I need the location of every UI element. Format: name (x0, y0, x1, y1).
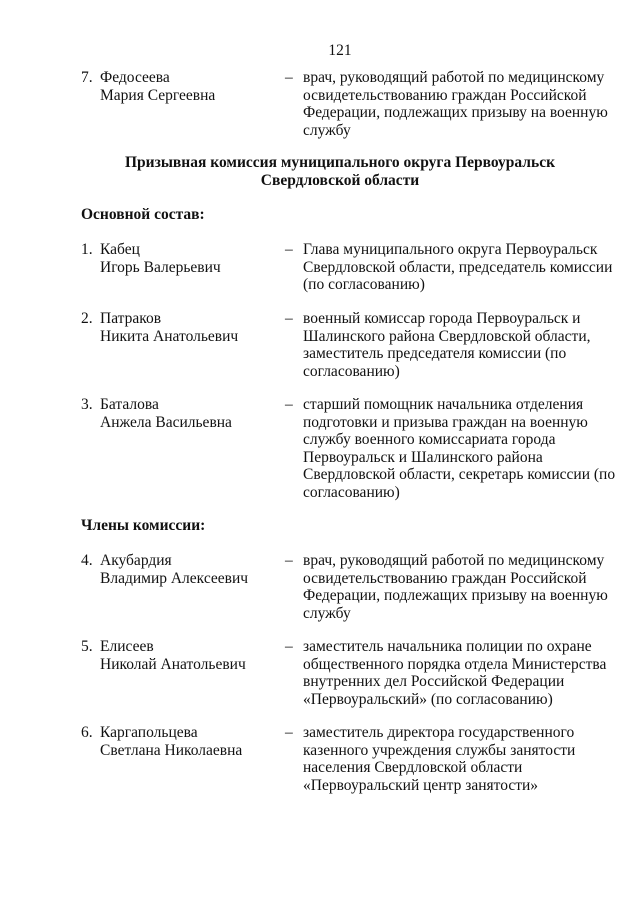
given-names: Анжела Васильевна (100, 413, 232, 431)
surname: Акубардия (100, 552, 172, 569)
entry-number: 7. (81, 69, 93, 86)
person-name (100, 310, 290, 345)
dash: – (285, 638, 293, 655)
dash: – (285, 552, 293, 569)
page-number: 121 (328, 42, 352, 59)
person-name (100, 724, 290, 759)
dash: – (285, 241, 293, 258)
entry-number: 5. (81, 638, 93, 655)
role-description: заместитель директора государственного казенного учреждения службы занятости населения Свердловской области «Первоуральский центр занятости» (303, 724, 576, 794)
role-description: Глава муниципального округа Первоуральск Свердловской области, председатель комиссии (по согласованию) (303, 241, 613, 293)
given-names: Игорь Валерьевич (100, 258, 221, 276)
entry-number: 2. (81, 310, 93, 327)
role-description: врач, руководящий работой по медицинскому освидетельствованию граждан Российской Федерации, подлежащих призыву на военную службу (303, 552, 608, 622)
role-description: заместитель начальника полиции по охране общественного порядка отдела Министерства внутренних дел Российской Федерации «Первоуральский» (по согласованию) (303, 638, 607, 708)
surname: Баталова (100, 396, 159, 413)
surname: Федосеева (100, 69, 170, 86)
surname: Патраков (100, 310, 162, 327)
role-description: старший помощник начальника отделения подготовки и призыва граждан на военную службу военного комиссариата города Первоуральск и Шалинского района Свердловской области, секретарь комиссии (по согласованию) (303, 396, 616, 501)
commission-title-line2: Свердловской области (260, 172, 420, 189)
surname: Елисеев (100, 638, 154, 655)
given-names: Владимир Алексеевич (100, 569, 249, 587)
surname: Каргапольцева (100, 724, 198, 741)
entry-number: 3. (81, 396, 93, 413)
person-name (100, 241, 290, 276)
person-name (100, 396, 290, 431)
given-names: Никита Анатольевич (100, 327, 239, 345)
commission-title (60, 154, 620, 190)
role-description: военный комиссар города Первоуральск и Шалинского района Свердловской области, заместитель председателя комиссии (по согласованию) (303, 310, 591, 380)
dash: – (285, 396, 293, 413)
given-names: Светлана Николаевна (100, 741, 243, 759)
entry-number: 1. (81, 241, 93, 258)
dash: – (285, 724, 293, 741)
entry-number: 6. (81, 724, 93, 741)
surname: Кабец (100, 241, 140, 258)
role-description: врач, руководящий работой по медицинскому освидетельствованию граждан Российской Федерации, подлежащих призыву на военную службу (303, 69, 608, 139)
given-names: Мария Сергеевна (100, 86, 216, 104)
members-heading: Члены комиссии: (81, 517, 206, 534)
person-name (100, 638, 290, 673)
given-names: Николай Анатольевич (100, 655, 246, 673)
entry-number: 4. (81, 552, 93, 569)
dash: – (285, 310, 293, 327)
commission-title-line1: Призывная комиссия муниципального округа Первоуральск (124, 154, 556, 171)
dash: – (285, 69, 293, 86)
main-composition-heading: Основной состав: (81, 206, 205, 223)
person-name (100, 69, 290, 104)
person-name (100, 552, 290, 587)
